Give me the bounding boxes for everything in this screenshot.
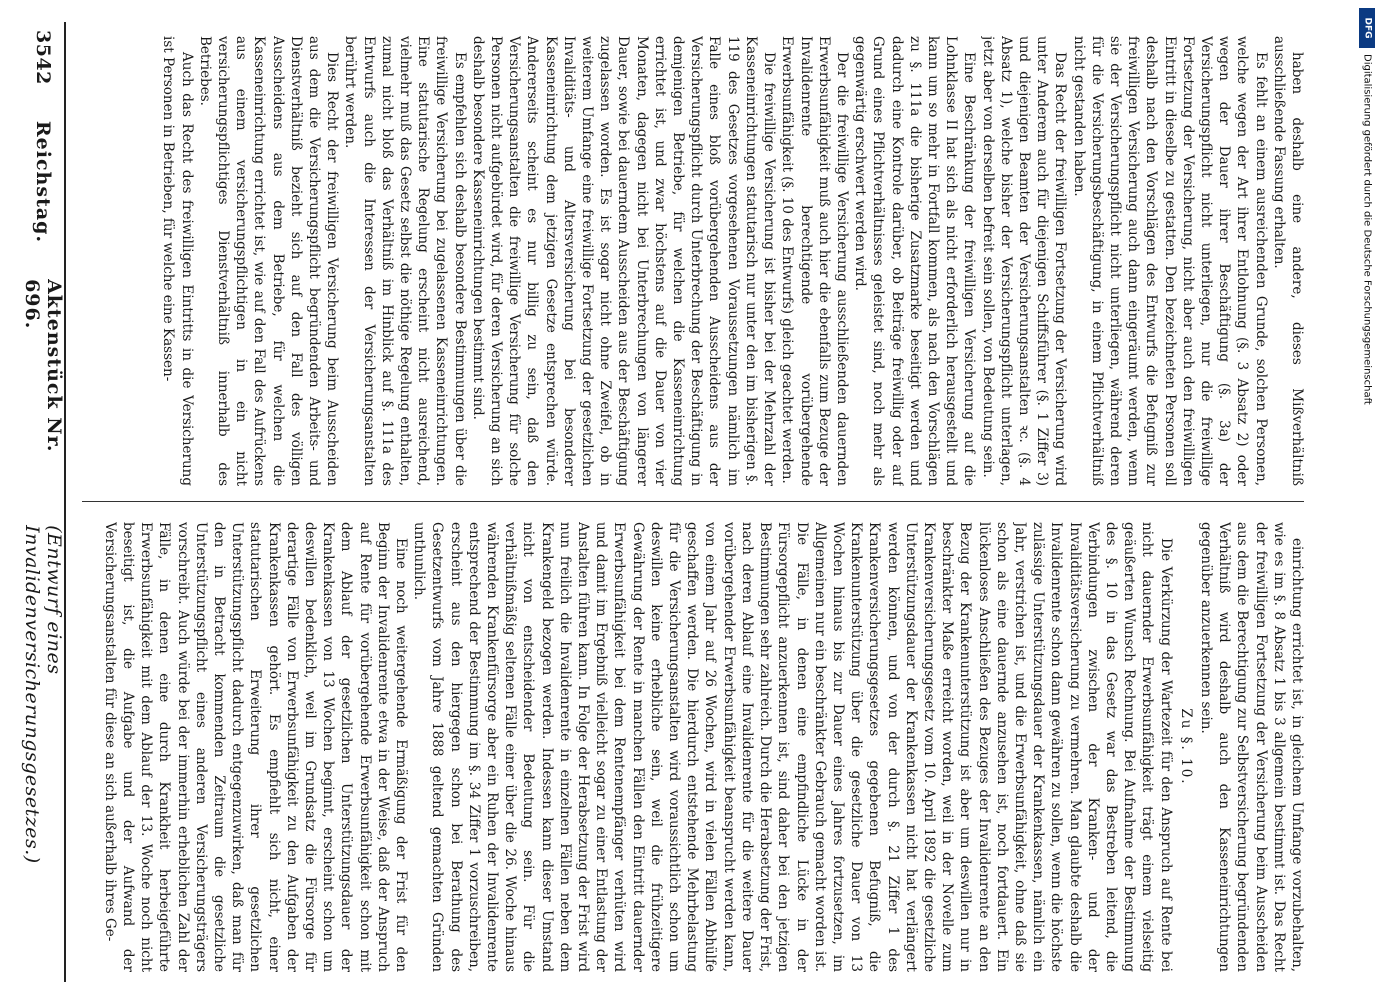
funding-note: Digitalisierung gefördert durch die Deutsche Forschungsgemeinschaft	[1361, 54, 1373, 405]
paragraph: Die Verkürzung der Wartezeit für den Anspruch auf Rente bei nicht dauernder Erwerbsunfähigkeit trägt einem vielseitig geäußerten Wunsch Rechnung. Bei Aufnahme der Bestimmung des §. 10 in das Gesetz war das Bestreben leitend, die Verbindungen zwischen der Kranken- und der Invaliditätsversicherung zu vermehren. Man glaubte deshalb die Invalidenrente schon dann gewähren zu sollen, wenn die höchste zulässige Unterstützungsdauer der Krankenkassen, nämlich ein Jahr, verstrichen ist, und die Erwerbsunfähigkeit, ohne daß sie schon als eine dauernde anzusehen ist, noch fortdauert. Ein lückenloses Anschließen des Bezuges der Invalidenrente an den Bezug der Krankenunterstützung ist aber um deswillen nur in beschränkter Maße erreicht worden, weil in der Novelle zum Krankenversicherungsgesetz vom 10. April 1892 die gesetzliche Unterstützungsdauer der Krankenkassen nicht hat verlängert werden können, und von der durch §. 21 Ziffer 1 des Krankenversicherungsgesetzes gegebenen Befugniß, die Krankenunterstützung über die gesetzliche Dauer von 13 Wochen hinaus bis zur Dauer eines Jahres fortzusetzen, im Allgemeinen nur ein beschränkter Gebrauch gemacht worden ist. Die Fälle, in denen eine empfindliche Lücke in der Fürsorgepflicht anzuerkennen ist, sind daher bei den jetzigen Bestimmungen sehr zahlreich. Durch die Herabsetzung der Frist, nach deren Ablauf eine Invalidenrente für die weitere Dauer vorübergehender Erwerbsunfähigkeit beansprucht werden kann, von einem Jahr auf 26 Wochen, wird in vielen Fällen Abhülfe geschaffen werden. Die hierdurch entstehende Mehrbelastung für die Versicherungsanstalten wird voraussichtlich schon um deswillen keine erhebliche sein, weil die frühzeitigere Gewährung der Rente in manchen Fällen den Eintritt dauernder Erwerbsunfähigkeit bei dem Rentenempfänger verhüten wird und damit im Ergebniß vielleicht sogar zu einer Entlastung der Anstalten führen kann. In Folge der Herabsetzung der Frist wird nun freilich die Invalidenrente in einzelnen Fällen neben dem Krankengeld bezogen werden. Indessen kann dieser Umstand nicht von entscheidender Bedeutung sein. Für die verhältnißmäßig seltenen Fälle einer über die 26. Woche hinaus währenden Krankenfürsorge aber ein Ruhen der Invalidenrente entsprechend der Bestimmung im §. 34 Ziffer 1 vorzuschreiben, erscheint aus den hiergegen schon bei Berathung des Gesetzentwurfs vom Jahre 1888 geltend gemachten Gründen unthunlich.	[411, 522, 1174, 972]
dfg-logo: DFG	[1359, 8, 1375, 48]
document-subtitle: (Entwurf eines Invalidenversicherungsgesetzes.)	[21, 525, 65, 864]
column-divider	[82, 501, 1304, 502]
text-column-right	[80, 522, 1306, 972]
page-header	[22, 22, 66, 982]
text-column-left	[80, 36, 1306, 486]
paragraph: haben deshalb eine andere, dieses Mißverhältniß ausschließende Fassung erhalten.	[1270, 36, 1305, 486]
paragraph: Die freiwillige Versicherung ist bisher bei der Mehrzahl der Kasseneinrichtungen statutarisch nur unter den im bisherigen §. 119 des Gesetzes vorgesehenen Voraussetzungen nämlich im Falle eines bloß vorübergehenden Ausscheidens aus der Versicherungspflicht durch Unterbrechung der Beschäftigung in demjenigen Betriebe, für welchen die Kasseneinrichtung errichtet ist, und zwar höchstens auf die Dauer von vier Monaten, dagegen nicht bei Unterbrechungen von längerer Dauer, sowie bei dauerndem Ausscheiden aus der Beschäftigung zugelassen worden. Es ist sogar nicht ohne Zweifel, ob in weiterem Umfange eine freiwillige Fortsetzung der gesetzlichen Invaliditäts- und Altersversicherung bei besonderer Kasseneinrichtung dem jetzigen Gesetze entsprechen würde. Andererseits scheint es nur billig zu sein, daß den Versicherungsanstalten die freiwillige Versicherung für solche Personen nicht aufgebürdet wird, für deren Versicherung an sich deshalb besondere Kasseneinrichtungen bestimmt sind.	[469, 36, 778, 486]
paragraph: Es fehlt an einem ausreichenden Grunde, solchen Personen, welche wegen der Art ihrer Entlohnung (§. 3 Absatz 2) oder wegen der Dauer ihrer Beschäftigung (§. 3a) der Versicherungspflicht nicht unterliegen, nur die freiwillige Fortsetzung der Versicherung, nicht aber auch den freiwilligen Eintritt in dieselbe zu gestatten. Den bezeichneten Personen soll deshalb nach den Vorschlägen des Entwurfs die Befugniß zur freiwilligen Versicherung auch dann eingeräumt werden, wenn sie der Versicherungspflicht nicht unterliegen, während deren für die Versicherungsbeschäftigung, in einem Pflichtverhältniß nicht gestanden haben.	[1070, 36, 1269, 486]
paragraph: einrichtung errichtet ist, in gleichem Umfange vorzubehalten, wie es im §. 8 Absatz 1 bis 3 allgemein bestimmt ist. Das Recht der freiwilligen Fortsetzung der Versicherung beim Ausscheiden aus dem die Berechtigung zur Selbstversicherung begründenden Verhältniß wird deshalb auch den Kasseneinrichtungen gegenüber anzuerkennen sein.	[1197, 522, 1305, 972]
document-page	[22, 22, 1312, 982]
paragraph: Es empfehlen sich deshalb besondere Bestimmungen über die freiwillige Versicherung bei zugelassenen Kasseneinrichtungen. Eine statutarische Regelung erscheint nicht ausreichend, vielmehr muß das Gesetz selbst die nöthige Regelung enthalten, zumal nicht bloß das Verhältniß im Hinblick auf §. 111a des Entwurfs auch die Interessen der Versicherungsanstalten berührt werden.	[342, 36, 468, 486]
section-name: Reichstag.	[32, 120, 54, 244]
section-heading: Zu §. 10.	[1177, 708, 1194, 786]
page-number: 3542	[32, 30, 54, 85]
paragraph: Eine Beschränkung der freiwilligen Versicherung auf die Lohnklasse II hat sich als nicht erforderlich herausgestellt und kann um so mehr in Fortfall kommen, als nach den Vorschlägen zu §. 111a die bisherige Zusatzmarke beseitigt werden und dadurch eine Kontrole darüber, ob Beiträge freiwillig oder auf Grund eines Pflichtverhältnisses geleistet sind, noch mehr als gegenwärtig erschwert werden wird.	[852, 36, 978, 486]
document-title: Aktenstück Nr. 696.	[21, 279, 65, 453]
paragraph: Eine noch weitergehende Ermäßigung der Frist für den Beginn der Invalidenrente etwa in der Weise, daß der Anspruch auf Rente für vorübergehende Erwerbsunfähigkeit schon mit dem Ablauf der gesetzlichen Unterstützungsdauer der Krankenkassen von 13 Wochen beginnt, erscheint schon um deswillen bedenklich, weil im Grundsatz die Fürsorge für derartige Fälle von Erwerbsunfähigkeit zu den Aufgaben der Krankenkassen gehört. Es empfiehlt sich nicht, einer statutarischen Erweiterung ihrer gesetzlichen Unterstützungspflicht dadurch entgegenzuwirken, daß man für den in Betracht kommenden Zeitraum die gesetzliche Unterstützungspflicht eines anderen Versicherungsträgers vorschreibt. Auch würde bei der immerhin erheblichen Zahl der Fälle, in denen eine durch Krankheit herbeigeführte Erwerbsunfähigkeit mit dem Ablauf der 13. Woche noch nicht beseitigt ist, die Aufgabe und der Aufwand der Versicherungsanstalten für diese an sich außerhalb ihres Ge-	[101, 522, 410, 972]
paragraph: Dies Recht der freiwilligen Versicherung beim Ausscheiden aus dem die Versicherungspflicht begründenden Arbeits- und Dienstverhältniß bezieht sich auf den Fall des völligen Ausscheidens aus dem Betriebe, für welchen die Kasseneinrichtung errichtet ist, wie auf den Fall des Aufrückens aus einem versicherungspflichtigen in ein nicht versicherungspflichtiges Dienstverhältniß innerhalb des Betriebes.	[196, 36, 341, 486]
paragraph: Der die freiwillige Versicherung ausschließenden dauernden Erwerbsunfähigkeit muß auch hier die ebenfalls zum Bezuge der Invalidenrente berechtigende vorübergehende Erwerbsunfähigkeit (§. 10 des Entwurfs) gleich geachtet werden.	[779, 36, 850, 486]
funding-sidebar	[1359, 8, 1375, 992]
paragraph: Das Recht der freiwilligen Fortsetzung der Versicherung wird unter Anderem auch für diejenigen Schiffsführer (§. 1 Ziffer 3) und diejenigen Beamten der Versicherungsanstalten ꝛc. (§. 4 Absatz 1), welche bisher der Versicherungspflicht unterlagen, jetzt aber von derselben befreit sein sollen, von Bedeutung sein.	[979, 36, 1069, 486]
paragraph: Auch das Recht des freiwilligen Eintritts in die Versicherung ist Personen in Betrieben, für welche eine Kassen-	[160, 36, 195, 486]
